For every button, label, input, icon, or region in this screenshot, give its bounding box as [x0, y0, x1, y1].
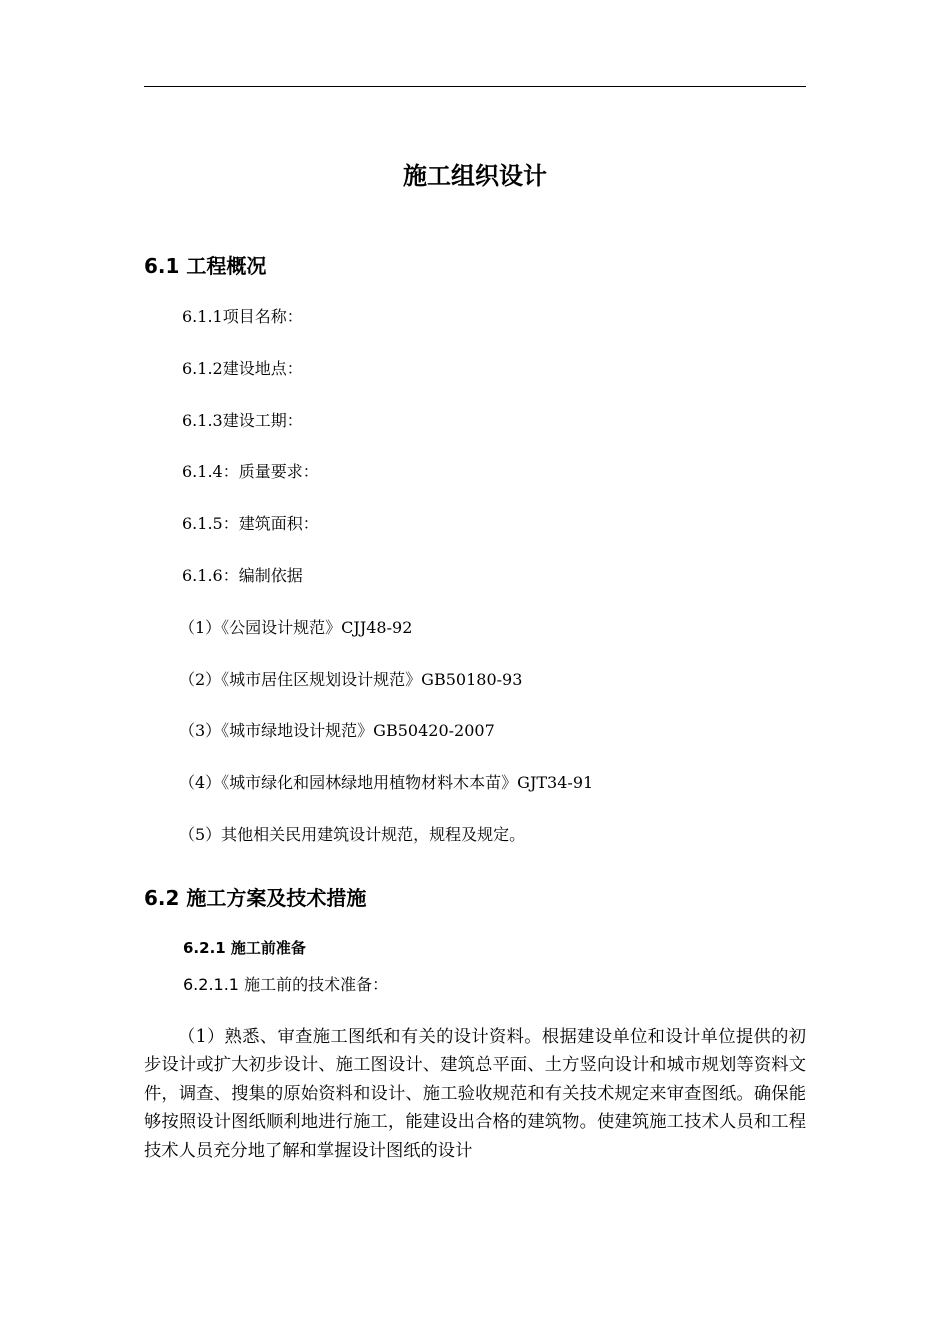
section-number: 6.2	[144, 886, 180, 910]
list-item: 6.1.6：编制依据	[182, 566, 303, 585]
list-item: 6.1.2建设地点：	[182, 359, 303, 378]
section-title: 工程概况	[186, 254, 267, 278]
section-heading-6-1	[144, 252, 266, 280]
reference-item: （1）《公园设计规范》CJJ48-92	[179, 618, 413, 637]
document-title: 施工组织设计	[403, 162, 547, 190]
header-rule	[144, 86, 806, 87]
section-number: 6.1	[144, 254, 180, 278]
reference-item: （4）《城市绿化和园林绿地用植物材料木本苗》GJT34-91	[179, 773, 594, 792]
reference-item: （3）《城市绿地设计规范》GB50420-2007	[179, 721, 495, 740]
list-item: 6.1.1项目名称：	[182, 307, 303, 326]
list-item: 6.1.4：质量要求：	[182, 462, 319, 481]
subsubsection-heading: 6.2.1.1 施工前的技术准备：	[183, 975, 389, 994]
body-paragraph: （1）熟悉、审查施工图纸和有关的设计资料。根据建设单位和设计单位提供的初步设计或扩大初步设计、施工图设计、建筑总平面、土方竖向设计和城市规划等资料文件，调查、搜集的原始资料和设计、施工验收规范和有关技术规定来审查图纸。确保能够按照设计图纸顺利地进行施工，能建设出合格的建筑物。使建筑施工技术人员和工程技术人员充分地了解和掌握设计图纸的设计	[144, 1027, 806, 1161]
section-title: 施工方案及技术措施	[186, 886, 367, 910]
reference-item: （5）其他相关民用建筑设计规范，规程及规定。	[179, 825, 526, 844]
section-heading-6-2	[144, 884, 366, 912]
list-item: 6.1.5：建筑面积：	[182, 514, 319, 533]
reference-item: （2）《城市居住区规划设计规范》GB50180-93	[179, 670, 523, 689]
list-item: 6.1.3建设工期：	[182, 411, 303, 430]
subsection-heading: 6.2.1 施工前准备	[183, 939, 306, 957]
